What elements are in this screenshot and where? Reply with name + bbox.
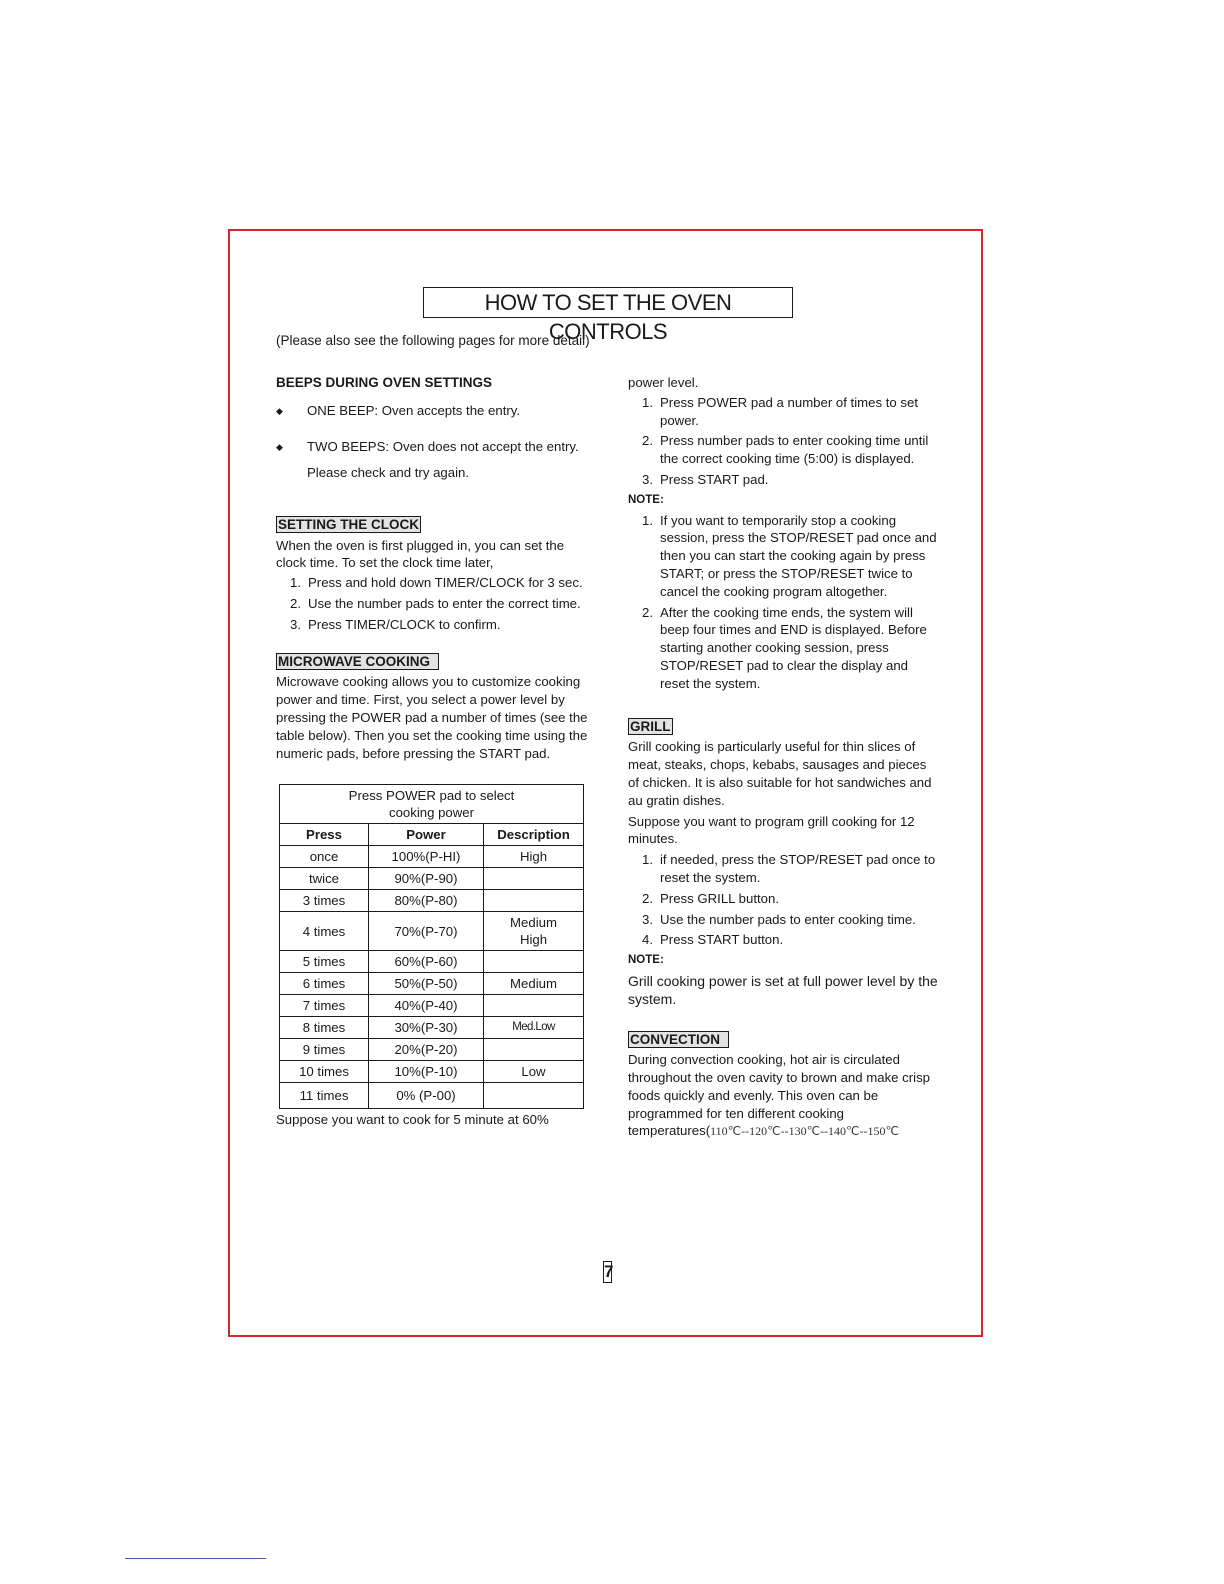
beeps-heading: BEEPS DURING OVEN SETTINGS: [276, 375, 493, 390]
microwave-example-continued: power level.: [628, 375, 699, 390]
table-row: 4 times 70%(P-70) Medium High: [280, 912, 584, 951]
table-header-row: Press Power Description: [280, 824, 584, 846]
table-row: 10 times 10%(P-10) Low: [280, 1061, 584, 1083]
right-column: [628, 374, 940, 1141]
table-caption: Press POWER pad to select cooking power: [280, 785, 584, 824]
table-row: 9 times 20%(P-20): [280, 1039, 584, 1061]
power-table: [279, 784, 584, 1109]
grill-intro: Grill cooking is particularly useful for thin slices of meat, steaks, chops, kebabs, sausages and pieces of chicken. It is also suitable for hot sandwiches and au gratin dishes.: [628, 739, 932, 808]
table-row: 6 times 50%(P-50) Medium: [280, 973, 584, 995]
microwave-steps: [628, 394, 940, 489]
list-item: 1. if needed, press the STOP/RESET pad once to reset the system.: [642, 852, 936, 885]
list-item: 1. Press and hold down TIMER/CLOCK for 3 sec.: [290, 575, 583, 591]
table-row: 7 times 40%(P-40): [280, 995, 584, 1017]
note-label: NOTE:: [628, 493, 664, 506]
grill-example: Suppose you want to program grill cooking for 12 minutes.: [628, 813, 915, 847]
microwave-example: Suppose you want to cook for 5 minute at 60%: [276, 1112, 549, 1128]
table-row: 11 times 0% (P-00): [280, 1083, 584, 1109]
diamond-bullet-icon: ◆: [276, 405, 283, 416]
section-label-microwave: MICROWAVE COOKING: [276, 653, 439, 670]
table-row: 5 times 60%(P-60): [280, 951, 584, 973]
convection-intro: During convection cooking, hot air is circulated throughout the oven cavity to brown and make crisp foods quickly and evenly. This oven can be programmed for ten different cooking temperatures(110℃--120℃--130℃--140℃--150℃: [628, 1052, 931, 1139]
list-item: 3. Press TIMER/CLOCK to confirm.: [290, 616, 501, 632]
microwave-notes: [628, 512, 940, 693]
list-item: 3. Use the number pads to enter cooking time.: [642, 911, 916, 927]
footer-divider: [125, 1558, 266, 1559]
grill-note: Grill cooking power is set at full power level by the system.: [628, 972, 938, 1007]
list-item: 1. If you want to temporarily stop a cooking session, press the STOP/RESET pad once and then you can start the cooking again by press START; or press the STOP/RESET twice to cancel the cooking program altogether.: [642, 512, 937, 599]
page-title: HOW TO SET THE OVEN CONTROLS: [423, 287, 793, 318]
list-item: [276, 398, 590, 424]
section-label-grill: GRILL: [630, 718, 671, 734]
list-item: 2. After the cooking time ends, the system will beep four times and END is displayed. Before starting another cooking session, press STOP/RESET pad to clear the display and reset the system.: [642, 604, 927, 691]
temperature-list: 110℃--120℃--130℃--140℃--150℃: [710, 1124, 899, 1139]
microwave-intro: Microwave cooking allows you to customize cooking power and time. First, you select a power level by pressing the POWER pad a number of times (see the table below). Then you set the cooking time using the numeric pads, before pressing the START pad.: [276, 674, 588, 761]
list-item: [276, 434, 590, 486]
list-item: 1. Press POWER pad a number of times to set power.: [642, 394, 918, 428]
section-label-clock: SETTING THE CLOCK: [278, 516, 419, 532]
grill-note-label: NOTE:: [628, 954, 664, 967]
list-item: 2. Press GRILL button.: [642, 890, 779, 906]
list-item: 3. Press START pad.: [642, 471, 769, 487]
table-row: 8 times 30%(P-30) Med.Low: [280, 1017, 584, 1039]
left-column: [276, 374, 590, 1129]
beep-item-text: TWO BEEPS: Oven does not accept the entry. Please check and try again.: [307, 438, 579, 480]
table-row: twice 90%(P-90): [280, 868, 584, 890]
list-item: 2. Use the number pads to enter the correct time.: [290, 595, 581, 611]
list-item: 2. Press number pads to enter cooking time until the correct cooking time (5:00) is displayed.: [642, 433, 929, 467]
section-label-convection: CONVECTION: [628, 1031, 729, 1048]
diamond-bullet-icon: ◆: [276, 441, 283, 452]
beep-item-text: ONE BEEP: Oven accepts the entry.: [307, 402, 521, 418]
page-subtitle: (Please also see the following pages for more detail): [276, 333, 590, 348]
clock-intro: When the oven is first plugged in, you can set the clock time. To set the clock time later,: [276, 537, 565, 571]
list-item: 4. Press START button.: [642, 932, 784, 948]
grill-steps: [628, 851, 940, 949]
clock-steps: [276, 574, 590, 633]
page-number: 7: [604, 1262, 614, 1281]
table-row: once 100%(P-HI) High: [280, 846, 584, 868]
table-row: 3 times 80%(P-80): [280, 890, 584, 912]
